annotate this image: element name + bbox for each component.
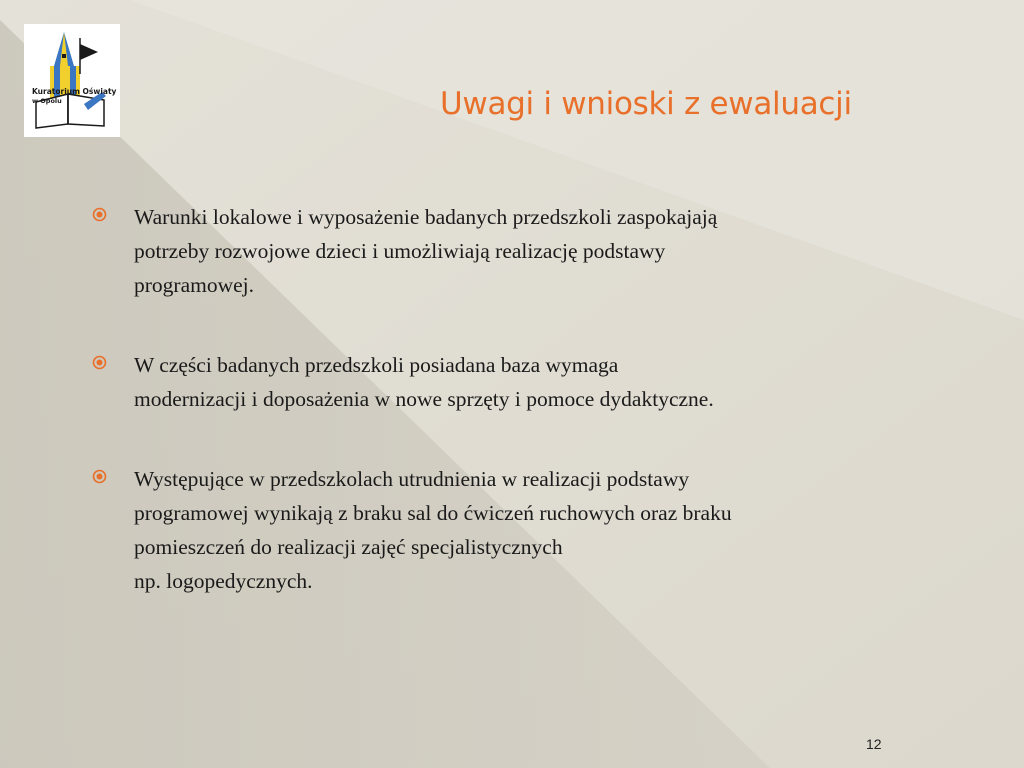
bullet-circle-icon [92, 207, 107, 222]
logo-graphic [24, 24, 120, 137]
bullet-list [92, 200, 992, 644]
bullet-text-2: W części badanych przedszkoli posiadana baza wymaga modernizacji i doposażenia w nowe sprzęty i pomoce dydaktyczne. [134, 353, 714, 411]
slide-title: Uwagi i wnioski z ewaluacji [440, 86, 852, 122]
bullet-circle-icon [92, 355, 107, 370]
bullet-text-3: Występujące w przedszkolach utrudnienia w realizacji podstawy programowej wynikają z braku sal do ćwiczeń ruchowych oraz braku pomieszczeń do realizacji zajęć specjalistycznych np. logopedycznych. [134, 467, 732, 593]
bullet-text-1: Warunki lokalowe i wyposażenie badanych przedszkoli zaspokajają potrzeby rozwojowe dzieci i umożliwiają realizację podstawy programowej. [134, 205, 718, 297]
bullet-circle-icon [92, 469, 107, 484]
logo-text-line1: Kuratorium Oświaty [32, 87, 117, 96]
page-number: 12 [866, 736, 882, 752]
bullet-item-1 [92, 200, 992, 302]
kuratorium-logo [24, 24, 120, 137]
logo-text-line2: w Opolu [32, 97, 62, 105]
bullet-item-3 [92, 462, 992, 598]
bullet-item-2 [92, 348, 992, 416]
